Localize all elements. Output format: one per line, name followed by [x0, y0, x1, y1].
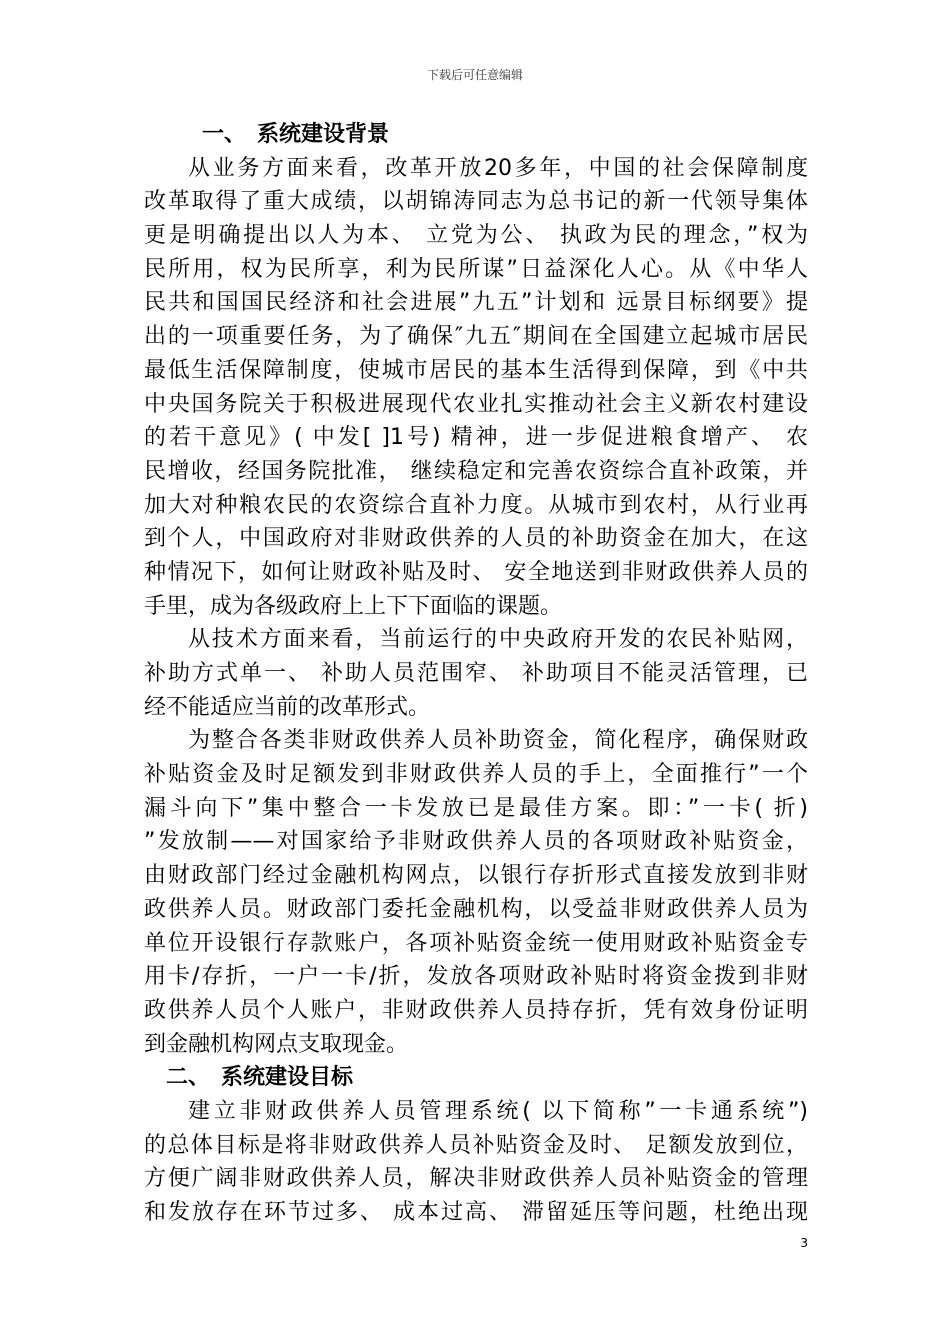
text-line: ”发放制——对国家给予非财政供养人员的各项财政补贴资金， — [144, 829, 808, 855]
page-header: 下载后可任意编辑 — [426, 68, 523, 82]
text-line: 漏斗向下”集中整合一卡发放已是最佳方案。即：”一卡( 折) — [144, 795, 808, 821]
text-line: 种情况下，如何让财政补贴及时、 安全地送到非财政供养人员的 — [144, 559, 808, 585]
text-line: 经不能适应当前的改革形式。 — [144, 694, 431, 720]
text-line: 用卡/存折，一户一卡/折，发放各项财政补贴时将资金拨到非财 — [144, 964, 808, 990]
text-line: 政供养人员。财政部门委托金融机构，以受益非财政供养人员为 — [144, 896, 808, 922]
text-line: 到个人，中国政府对非财政供养的人员的补助资金在加大，在这 — [144, 526, 808, 552]
section-heading: 一、 系统建设背景 — [202, 122, 390, 147]
text-line: 到金融机构网点支取现金。 — [144, 1031, 409, 1057]
text-line: 加大对种粮农民的农资综合直补力度。从城市到农村，从行业再 — [144, 492, 808, 518]
section-heading: 二、 系统建设目标 — [166, 1065, 354, 1091]
text-line: 为整合各类非财政供养人员补助资金，简化程序，确保财政 — [188, 728, 808, 754]
text-line: 政供养人员个人账户，非财政供养人员持存折，凭有效身份证明 — [144, 997, 808, 1023]
text-line: 由财政部门经过金融机构网点，以银行存折形式直接发放到非财 — [144, 863, 808, 889]
text-line: 补贴资金及时足额发到非财政供养人员的手上，全面推行”一个 — [144, 762, 808, 788]
text-line: 从技术方面来看，当前运行的中央政府开发的农民补贴网， — [188, 627, 808, 653]
text-line: 的总体目标是将非财政供养人员补贴资金及时、 足额发放到位， — [144, 1132, 808, 1158]
text-line: 的若干意见》( 中发[ ]1号) 精神，进一步促进粮食增产、 农 — [144, 425, 808, 451]
text-line: 民增收，经国务院批准， 继续稳定和完善农资综合直补政策，并 — [144, 458, 808, 484]
text-line: 更是明确提出以人为本、 立党为公、 执政为民的理念，”权为 — [144, 223, 808, 249]
text-line: 最低生活保障制度，使城市居民的基本生活得到保障，到《中共 — [144, 357, 808, 383]
text-line: 民所用，权为民所享，利为民所谋”日益深化人心。从《中华人 — [144, 256, 808, 282]
text-line: 建立非财政供养人员管理系统( 以下简称”一卡通系统”) — [188, 1098, 808, 1124]
document-body — [144, 118, 808, 1230]
page-number: 3 — [800, 1236, 808, 1250]
text-line: 从业务方面来看，改革开放20多年，中国的社会保障制度 — [188, 155, 808, 181]
text-line: 单位开设银行存款账户，各项补贴资金统一使用财政补贴资金专 — [144, 930, 808, 956]
text-line: 改革取得了重大成绩，以胡锦涛同志为总书记的新一代领导集体 — [144, 189, 808, 215]
text-line: 中央国务院关于积极进展现代农业扎实推动社会主义新农村建设 — [144, 391, 808, 417]
text-line: 手里，成为各级政府上上下下面临的课题。 — [144, 593, 563, 619]
text-line: 出的一项重要任务，为了确保″九五″期间在全国建立起城市居民 — [144, 324, 808, 350]
text-line: 方便广阔非财政供养人员，解决非财政供养人员补贴资金的管理 — [144, 1166, 808, 1192]
text-line: 民共和国国民经济和社会进展”九五”计划和 远景目标纲要》提 — [144, 290, 808, 316]
text-line: 和发放存在环节过多、 成本过高、 滞留延压等问题，杜绝出现 — [144, 1200, 808, 1225]
text-line: 补助方式单一、 补助人员范围窄、 补助项目不能灵活管理，已 — [144, 661, 808, 686]
